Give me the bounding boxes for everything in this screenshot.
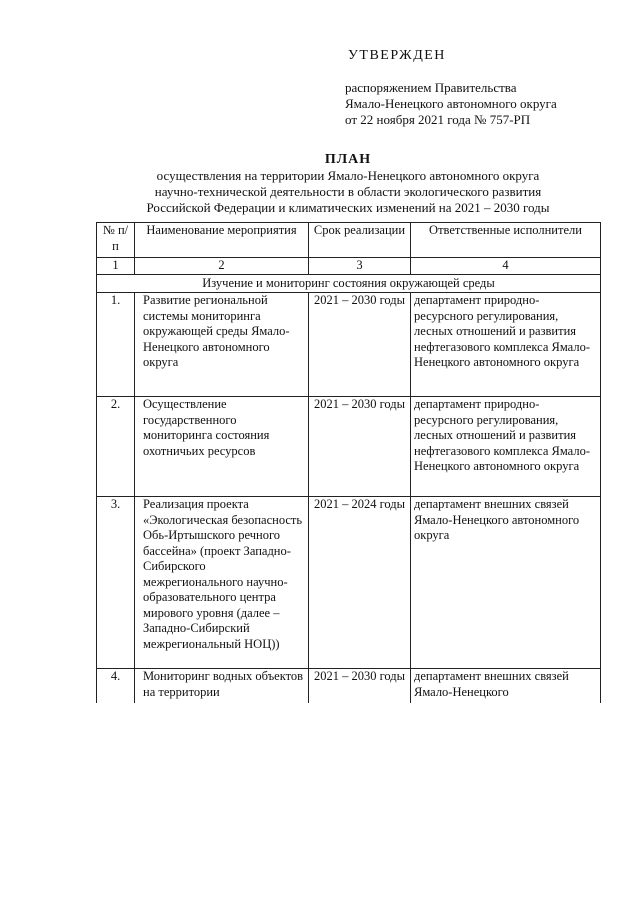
- column-header-period: Срок реализации: [309, 223, 411, 258]
- row-name: Мониторинг водных объектов на территории: [135, 669, 309, 703]
- column-header-executor: Ответственные исполнители: [411, 223, 601, 258]
- subtitle-line: Российской Федерации и климатических изменений на 2021 – 2030 годы: [146, 200, 550, 215]
- column-header-name: Наименование мероприятия: [135, 223, 309, 258]
- row-executor: департамент внешних связей Ямало-Ненецкого: [411, 669, 601, 703]
- row-number: 3.: [97, 497, 135, 669]
- row-executor: департамент внешних связей Ямало-Ненецкого автономного округа: [411, 497, 601, 669]
- table-header-row: [97, 223, 601, 258]
- document-title: ПЛАН: [324, 152, 372, 167]
- row-period: 2021 – 2030 годы: [309, 669, 411, 703]
- column-number: 2: [135, 258, 309, 275]
- approval-order: [345, 80, 557, 128]
- column-header-number: № п/п: [97, 223, 135, 258]
- row-period: 2021 – 2030 годы: [309, 293, 411, 397]
- section-row: [97, 274, 601, 293]
- column-number: 4: [411, 258, 601, 275]
- row-number: 2.: [97, 397, 135, 497]
- subtitle-line: научно-технической деятельности в области экологического развития: [154, 184, 542, 199]
- row-name: Осуществление государственного мониторинга состояния охотничьих ресурсов: [135, 397, 309, 497]
- table-row: [97, 293, 601, 397]
- table-row: [97, 669, 601, 703]
- subtitle-line: осуществления на территории Ямало-Ненецкого автономного округа: [156, 168, 540, 183]
- order-line: Ямало-Ненецкого автономного округа: [345, 96, 557, 111]
- row-name: Развитие региональной системы мониторинга окружающей среды Ямало-Ненецкого автономного округа: [135, 293, 309, 397]
- table-row: [97, 497, 601, 669]
- column-number: 3: [309, 258, 411, 275]
- table-row: [97, 397, 601, 497]
- row-number: 4.: [97, 669, 135, 703]
- row-executor: департамент природно-ресурсного регулирования, лесных отношений и развития нефтегазового комплекса Ямало-Ненецкого автономного округа: [411, 397, 601, 497]
- plan-table: [96, 222, 601, 703]
- row-executor: департамент природно-ресурсного регулирования, лесных отношений и развития нефтегазового комплекса Ямало-Ненецкого автономного округа: [411, 293, 601, 397]
- document-title-block: [96, 152, 600, 216]
- row-name: Реализация проекта «Экологическая безопасность Обь-Иртышского речного бассейна» (проект Западно-Сибирского межрегионального научно-образовательного центра мирового уровня (далее – Западно-Сибирский межрегиональный НОЦ)): [135, 497, 309, 669]
- order-line: от 22 ноября 2021 года № 757-РП: [345, 112, 531, 127]
- column-number-row: [97, 258, 601, 275]
- row-period: 2021 – 2030 годы: [309, 397, 411, 497]
- row-number: 1.: [97, 293, 135, 397]
- section-title: Изучение и мониторинг состояния окружающей среды: [97, 274, 601, 293]
- approved-stamp: УТВЕРЖДЕН: [348, 48, 446, 63]
- column-number: 1: [97, 258, 135, 275]
- row-period: 2021 – 2024 годы: [309, 497, 411, 669]
- order-line: распоряжением Правительства: [345, 80, 517, 95]
